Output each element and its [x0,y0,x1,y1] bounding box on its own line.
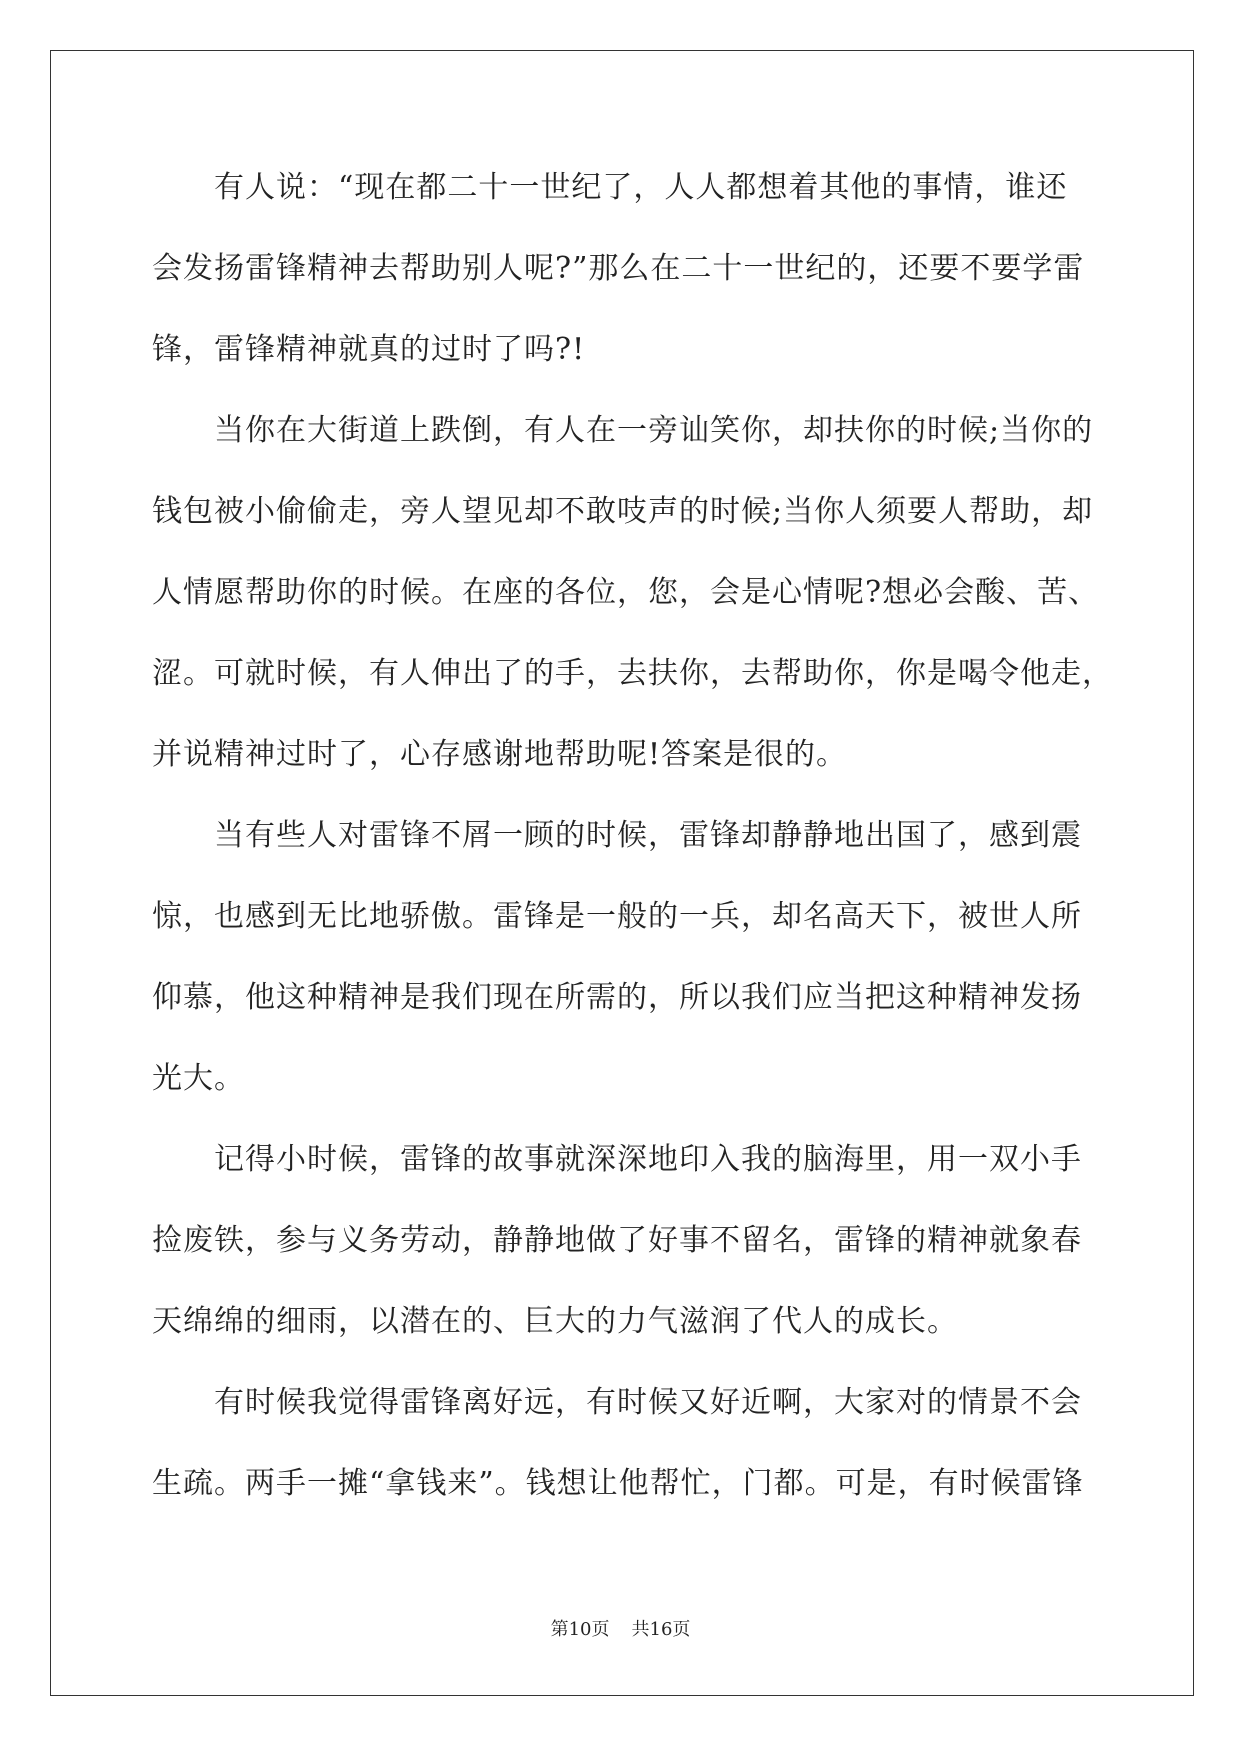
text-line: 钱包被小偷偷走，旁人望见却不敢吱声的时候;当你人须要人帮助，却 [152,494,1094,529]
text-line: 涩。可就时候，有人伸出了的手，去扶你，去帮助你，你是喝令他走， [152,656,1113,691]
text-line: 仰慕，他这种精神是我们现在所需的，所以我们应当把这种精神发扬 [152,980,1082,1015]
page-number: 第10页 [550,1619,610,1640]
text-line: 当你在大街道上跌倒，有人在一旁讪笑你，却扶你的时候;当你的 [214,413,1094,448]
text-line: 当有些人对雷锋不屑一顾的时候，雷锋却静静地出国了，感到震 [214,818,1082,853]
text-line: 人情愿帮助你的时候。在座的各位，您，会是心情呢?想必会酸、苦、 [152,575,1100,610]
document-body [152,160,1113,1537]
text-line: 会发扬雷锋精神去帮助别人呢?”那么在二十一世纪的，还要不要学雷 [152,251,1085,286]
text-line: 有人说：“现在都二十一世纪了，人人都想着其他的事情，谁还 [214,170,1068,205]
text-line: 有时候我觉得雷锋离好远，有时候又好近啊，大家对的情景不会 [214,1385,1082,1420]
text-line: 记得小时候，雷锋的故事就深深地印入我的脑海里，用一双小手 [214,1142,1082,1177]
page-footer [0,1615,1241,1641]
text-line: 捡废铁，参与义务劳动，静静地做了好事不留名，雷锋的精神就象春 [152,1223,1082,1258]
text-line: 惊，也感到无比地骄傲。雷锋是一般的一兵，却名高天下，被世人所 [152,899,1082,934]
text-line: 并说精神过时了，心存感谢地帮助呢!答案是很的。 [152,737,848,772]
text-line: 生疏。两手一摊“拿钱来”。钱想让他帮忙，门都。可是，有时候雷锋 [152,1466,1084,1501]
text-line: 光大。 [152,1061,245,1096]
text-line: 天绵绵的细雨，以潜在的、巨大的力气滋润了代人的成长。 [152,1304,958,1339]
text-line: 锋，雷锋精神就真的过时了吗?! [152,332,586,367]
page-total: 共16页 [631,1619,691,1640]
